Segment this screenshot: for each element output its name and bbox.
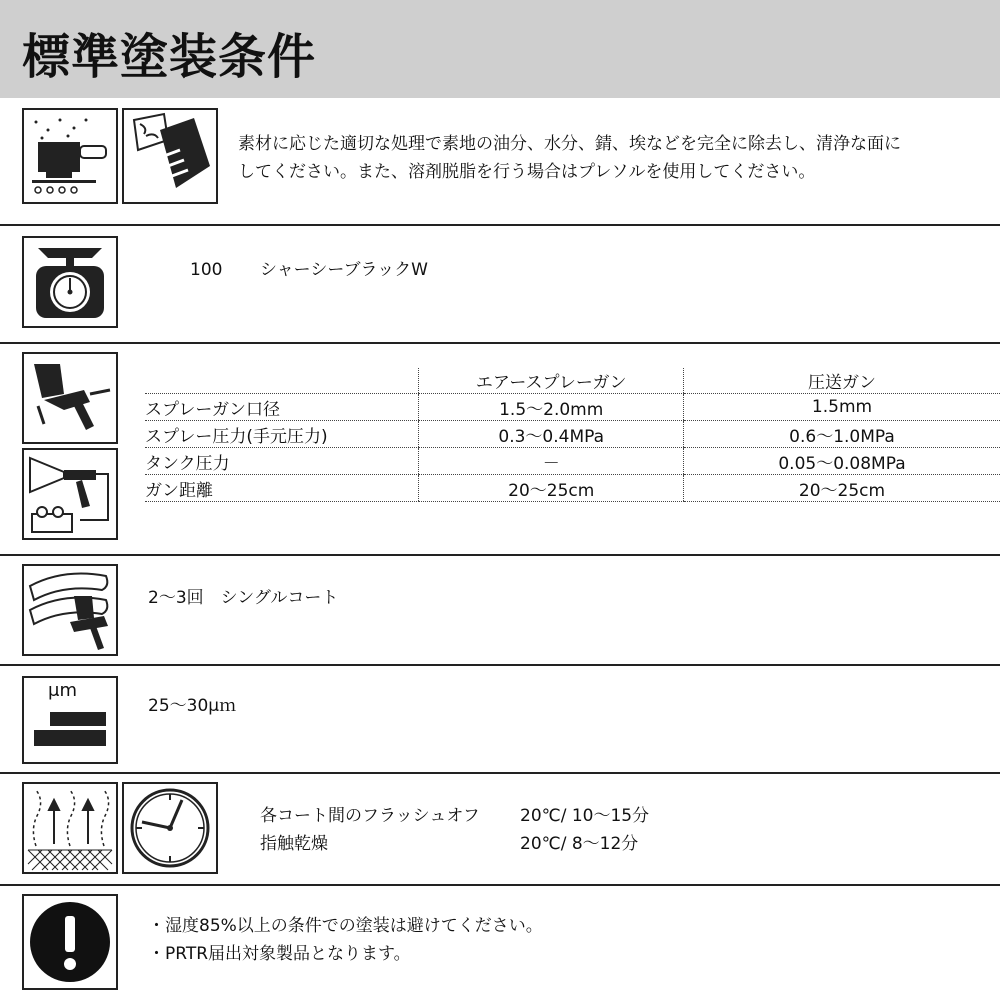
table-header-cell: 圧送ガン bbox=[684, 368, 1000, 394]
table-header-cell bbox=[145, 368, 419, 394]
table-cell: 0.6～1.0MPa bbox=[684, 421, 1000, 448]
film-thickness-icon bbox=[22, 676, 118, 764]
table-cell: スプレー圧力(手元圧力) bbox=[145, 421, 419, 448]
divider bbox=[0, 342, 1000, 344]
table-cell: スプレーガン口径 bbox=[145, 394, 419, 421]
mix-product: シャーシーブラックW bbox=[260, 260, 428, 280]
table-cell: 20～25cm bbox=[419, 475, 684, 502]
table-header-row bbox=[145, 368, 1000, 394]
warning-icon bbox=[22, 894, 118, 990]
divider bbox=[0, 554, 1000, 556]
table-row bbox=[145, 475, 1000, 502]
table-row bbox=[145, 394, 1000, 421]
table-cell: タンク圧力 bbox=[145, 448, 419, 475]
table-cell: ガン距離 bbox=[145, 475, 419, 502]
drying-value: 20℃/ 8～12分 bbox=[520, 834, 639, 854]
wiping-icon bbox=[122, 108, 218, 204]
table-cell: 0.05～0.08MPa bbox=[684, 448, 1000, 475]
page-title: 標準塗装条件 bbox=[22, 29, 317, 85]
table-cell: 1.5mm bbox=[684, 394, 1000, 421]
prep-text-line1: 素材に応じた適切な処理で素地の油分、水分、錆、埃などを完全に除去し、清浄な面に bbox=[238, 134, 901, 154]
weighing-scale-icon bbox=[22, 236, 118, 328]
divider bbox=[0, 664, 1000, 666]
film-thickness-unit-label: μm bbox=[48, 680, 77, 701]
prep-text-line2: してください。また、溶剤脱脂を行う場合はプレソルを使用してください。 bbox=[238, 162, 816, 182]
coats-text: 2～3回 シングルコート bbox=[148, 588, 339, 608]
note-item: ・PRTR届出対象製品となります。 bbox=[148, 944, 411, 964]
clock-icon bbox=[122, 782, 218, 874]
table-cell: 20～25cm bbox=[684, 475, 1000, 502]
table-row bbox=[145, 421, 1000, 448]
pressure-spray-gun-icon bbox=[22, 448, 118, 540]
flash-off-icon bbox=[22, 782, 118, 874]
drying-label: 各コート間のフラッシュオフ bbox=[260, 806, 480, 826]
surface-prep-icon bbox=[22, 108, 118, 204]
divider bbox=[0, 884, 1000, 886]
note-item: ・湿度85%以上の条件での塗装は避けてください。 bbox=[148, 916, 543, 936]
header-bar bbox=[0, 0, 1000, 98]
table-row bbox=[145, 448, 1000, 475]
drying-value: 20℃/ 10～15分 bbox=[520, 806, 650, 826]
table-cell: － bbox=[419, 448, 684, 475]
divider bbox=[0, 772, 1000, 774]
table-cell: 1.5～2.0mm bbox=[419, 394, 684, 421]
thickness-text: 25～30μｍ bbox=[148, 696, 237, 716]
table-cell: 0.3～0.4MPa bbox=[419, 421, 684, 448]
spray-conditions-table bbox=[145, 368, 1000, 502]
spray-coat-icon bbox=[22, 564, 118, 656]
mix-ratio: 100 bbox=[190, 260, 223, 280]
drying-label: 指触乾燥 bbox=[260, 834, 328, 854]
table-header-cell: エアースプレーガン bbox=[419, 368, 684, 394]
spray-gun-icon bbox=[22, 352, 118, 444]
divider bbox=[0, 224, 1000, 226]
